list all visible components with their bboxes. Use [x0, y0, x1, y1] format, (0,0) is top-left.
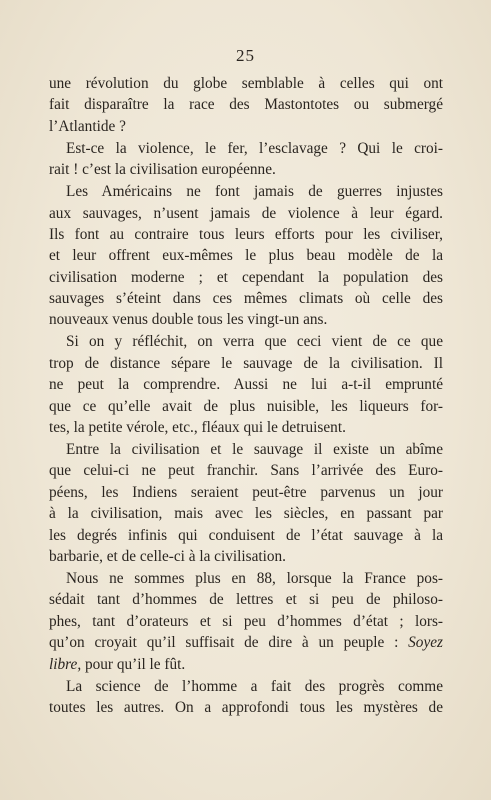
line-text: sédait tant d’hommes de lettres et si peu de philoso-	[49, 591, 443, 609]
text-line	[49, 181, 443, 202]
text-line	[49, 138, 443, 159]
text-line	[49, 309, 443, 330]
line-text: fait disparaître la race des Mastontotes ou submergé	[49, 96, 443, 114]
paragraph	[49, 439, 443, 567]
line-text: que celui-ci ne peut franchir. Sans l’arrivée des Euro-	[49, 462, 443, 480]
line-text: La science de l’homme a fait des progrès comme	[66, 677, 443, 695]
line-text: Si on y réfléchit, on verra que ceci vient de ce que	[66, 333, 443, 351]
paragraph	[49, 138, 443, 181]
text-line	[49, 224, 443, 245]
line-text: péens, les Indiens seraient peut-être parvenus un jour	[49, 483, 443, 501]
text-line	[49, 632, 443, 653]
text-line	[49, 353, 443, 374]
text-line	[49, 654, 443, 675]
text-line	[49, 288, 443, 309]
text-line	[49, 331, 443, 352]
italic-text: Soyez	[408, 634, 443, 652]
text-line	[49, 417, 443, 438]
text-line	[49, 525, 443, 546]
text-line	[49, 439, 443, 460]
paragraph	[49, 676, 443, 719]
text-line	[49, 546, 443, 567]
paragraph	[49, 73, 443, 137]
text-line	[49, 374, 443, 395]
line-text: nouveaux venus double tous les vingt-un ans.	[49, 311, 328, 329]
line-text: à la civilisation, mais avec les siècles, en passant par	[49, 505, 443, 523]
text-line	[49, 245, 443, 266]
text-line	[49, 611, 443, 632]
line-text: trop de distance sépare le sauvage de la civilisation. Il	[49, 354, 443, 372]
line-text: civilisation moderne ; et cependant la population des	[49, 268, 443, 286]
line-text: pour qu’il le fût.	[81, 655, 186, 673]
line-text: Les Américains ne font jamais de guerres injustes	[66, 183, 443, 201]
body-text	[49, 73, 443, 718]
line-text: Nous ne sommes plus en 88, lorsque la France pos-	[66, 569, 443, 587]
line-text: que ce qu’elle avait de plus nuisible, les liqueurs for-	[49, 397, 443, 415]
line-text: aux sauvages, n’usent jamais de violence à leur égard.	[49, 204, 443, 222]
text-line	[49, 267, 443, 288]
line-text: rait ! c’est la civilisation européenne.	[49, 161, 276, 179]
text-line	[49, 589, 443, 610]
text-line	[49, 159, 443, 180]
line-text: Ils font au contraire tous leurs efforts pour les civiliser,	[49, 225, 443, 243]
text-line	[49, 676, 443, 697]
italic-text: libre,	[49, 655, 82, 673]
line-text: barbarie, et de celle-ci à la civilisation.	[49, 547, 286, 565]
line-text: toutes les autres. On a approfondi tous les mystères de	[49, 698, 443, 716]
text-line	[49, 697, 443, 718]
line-text: sauvages s’éteint dans ces mêmes climats où celle des	[49, 290, 443, 308]
paragraph	[49, 568, 443, 675]
line-text: et leur offrent eux-mêmes le plus beau modèle de la	[49, 247, 443, 265]
line-text: Est-ce la violence, le fer, l’esclavage ? Qui le croi-	[66, 139, 443, 157]
line-text: Entre la civilisation et le sauvage il existe un abîme	[66, 441, 443, 459]
text-line	[49, 73, 443, 94]
page-number: 25	[236, 46, 255, 65]
line-text: une révolution du globe semblable à celles qui ont	[49, 75, 443, 92]
text-line	[49, 203, 443, 224]
line-text: qu’on croyait qu’il suffisait de dire à un peuple :	[49, 634, 409, 652]
line-text: ne peut la comprendre. Aussi ne lui a-t-il emprunté	[49, 376, 443, 394]
line-text: phes, tant d’orateurs et si peu d’hommes d’état ; lors-	[49, 612, 443, 630]
line-text: tes, la petite vérole, etc., fléaux qui le detruisent.	[49, 419, 346, 437]
text-line	[49, 482, 443, 503]
text-line	[49, 94, 443, 115]
line-text: les degrés infinis qui conduisent de l’état sauvage à la	[49, 526, 443, 544]
text-line	[49, 116, 443, 137]
text-line	[49, 568, 443, 589]
paragraph	[49, 181, 443, 331]
text-line	[49, 396, 443, 417]
paragraph	[49, 331, 443, 438]
text-line	[49, 460, 443, 481]
text-line	[49, 503, 443, 524]
line-text: l’Atlantide ?	[49, 117, 126, 135]
